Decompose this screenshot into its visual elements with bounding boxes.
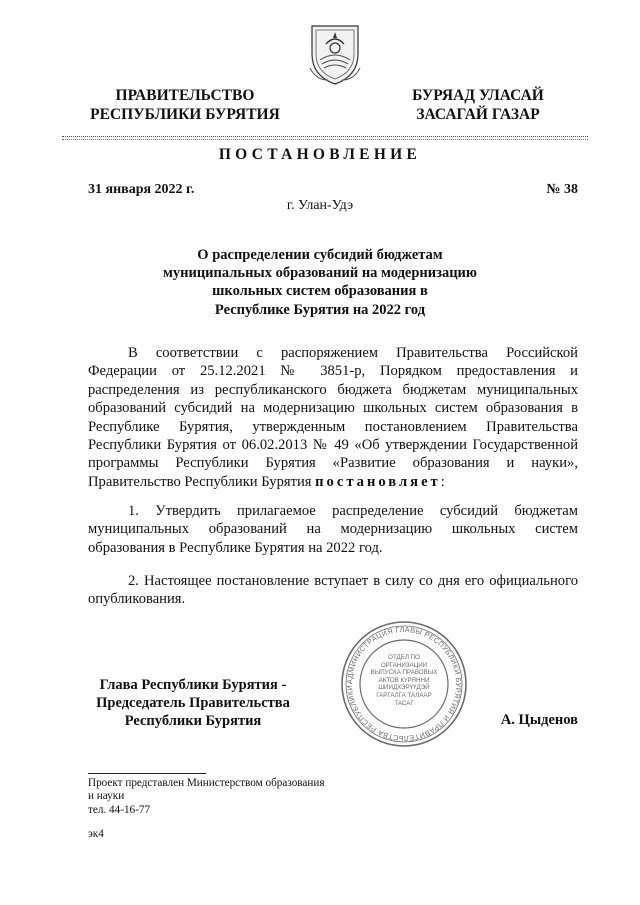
- title-line: школьных систем образования в: [212, 283, 428, 300]
- header-right-line2: ЗАСАГАЙ ГАЗАР: [416, 106, 540, 123]
- header-left: [70, 86, 300, 124]
- header-left-line1: ПРАВИТЕЛЬСТВО: [115, 87, 255, 104]
- document-title: [150, 246, 490, 319]
- document-city: г. Улан-Удэ: [286, 198, 354, 213]
- decree-word: постановляет: [315, 473, 441, 490]
- coat-of-arms-emblem-icon: [306, 20, 364, 86]
- document-number: № 38: [546, 182, 578, 197]
- item-1-paragraph: 1. Утвердить прилагаемое распределение субсидий бюджетам муниципальных образований на модернизацию школьных систем образования в Республике Бурятия на 2022 год.: [88, 503, 578, 556]
- preamble-end: :: [440, 473, 445, 490]
- round-seal-stamp-icon: [340, 620, 468, 748]
- header-left-line2: РЕСПУБЛИКИ БУРЯТИЯ: [90, 106, 280, 123]
- position-line: Председатель Правительства: [96, 695, 290, 712]
- document-type: ПОСТАНОВЛЕНИЕ: [218, 146, 422, 163]
- position-line: Республики Бурятия: [124, 713, 262, 730]
- preamble-text: В соответствии с распоряжением Правительства Российской Федерации от 25.12.2021 № 3851-р, Порядком предоставления и распределения из республиканского бюджета бюджетам муниципальных образований субсидий на модернизацию школьных систем образования в Республике Бурятия, утвержденным постановлением Правительства Республики Бурятия от 06.02.2013 № 49 «Об утверждении Государственной программы Республики Бурятия «Развитие образования и науки», Правительство Республики Бурятия: [88, 345, 578, 490]
- footer-line: Проект представлен Министерством образования: [88, 777, 325, 789]
- header-right-line1: БУРЯАД УЛАСАЙ: [412, 87, 544, 104]
- item-2-paragraph: 2. Настоящее постановление вступает в силу со дня его официального опубликования.: [88, 573, 578, 608]
- title-line: муниципальных образований на модернизацию: [162, 265, 477, 282]
- header-right: [378, 86, 578, 124]
- position-line: Глава Республики Бурятия -: [99, 677, 287, 693]
- footer-divider: [88, 773, 206, 774]
- document-date: 31 января 2022 г.: [88, 182, 195, 197]
- footer-line: и науки: [88, 790, 125, 803]
- preamble-paragraph: [88, 344, 578, 491]
- header-divider-secondary: [62, 139, 588, 140]
- title-line: Республике Бурятия на 2022 год: [214, 301, 426, 318]
- signatory-position: [62, 676, 324, 731]
- signatory-name: А. Цыденов: [500, 712, 578, 728]
- footer-phone: тел. 44-16-77: [88, 803, 151, 816]
- title-line: О распределении субсидий бюджетам: [197, 247, 443, 263]
- footer-code: эк4: [88, 828, 104, 840]
- footer-note: [88, 777, 325, 817]
- stamp-inner-text: ОТДЕЛ ПО ОРГАНИЗАЦИИ ВЫПУСКА ПРАВОВЫХ АКТОВ КҮРЯННИ ШИИДХЭРҮҮДЭЙ ГАРГАЛГА ТАЛААР ТАСАГ: [370, 654, 438, 707]
- stamp-ring-text: АДМИНИСТРАЦИЯ ГЛАВЫ РЕСПУБЛИКИ БУРЯТИЯ И ПРАВИТЕЛЬСТВА РЕСПУБЛИКИ: [344, 624, 464, 744]
- header-divider: [62, 136, 588, 137]
